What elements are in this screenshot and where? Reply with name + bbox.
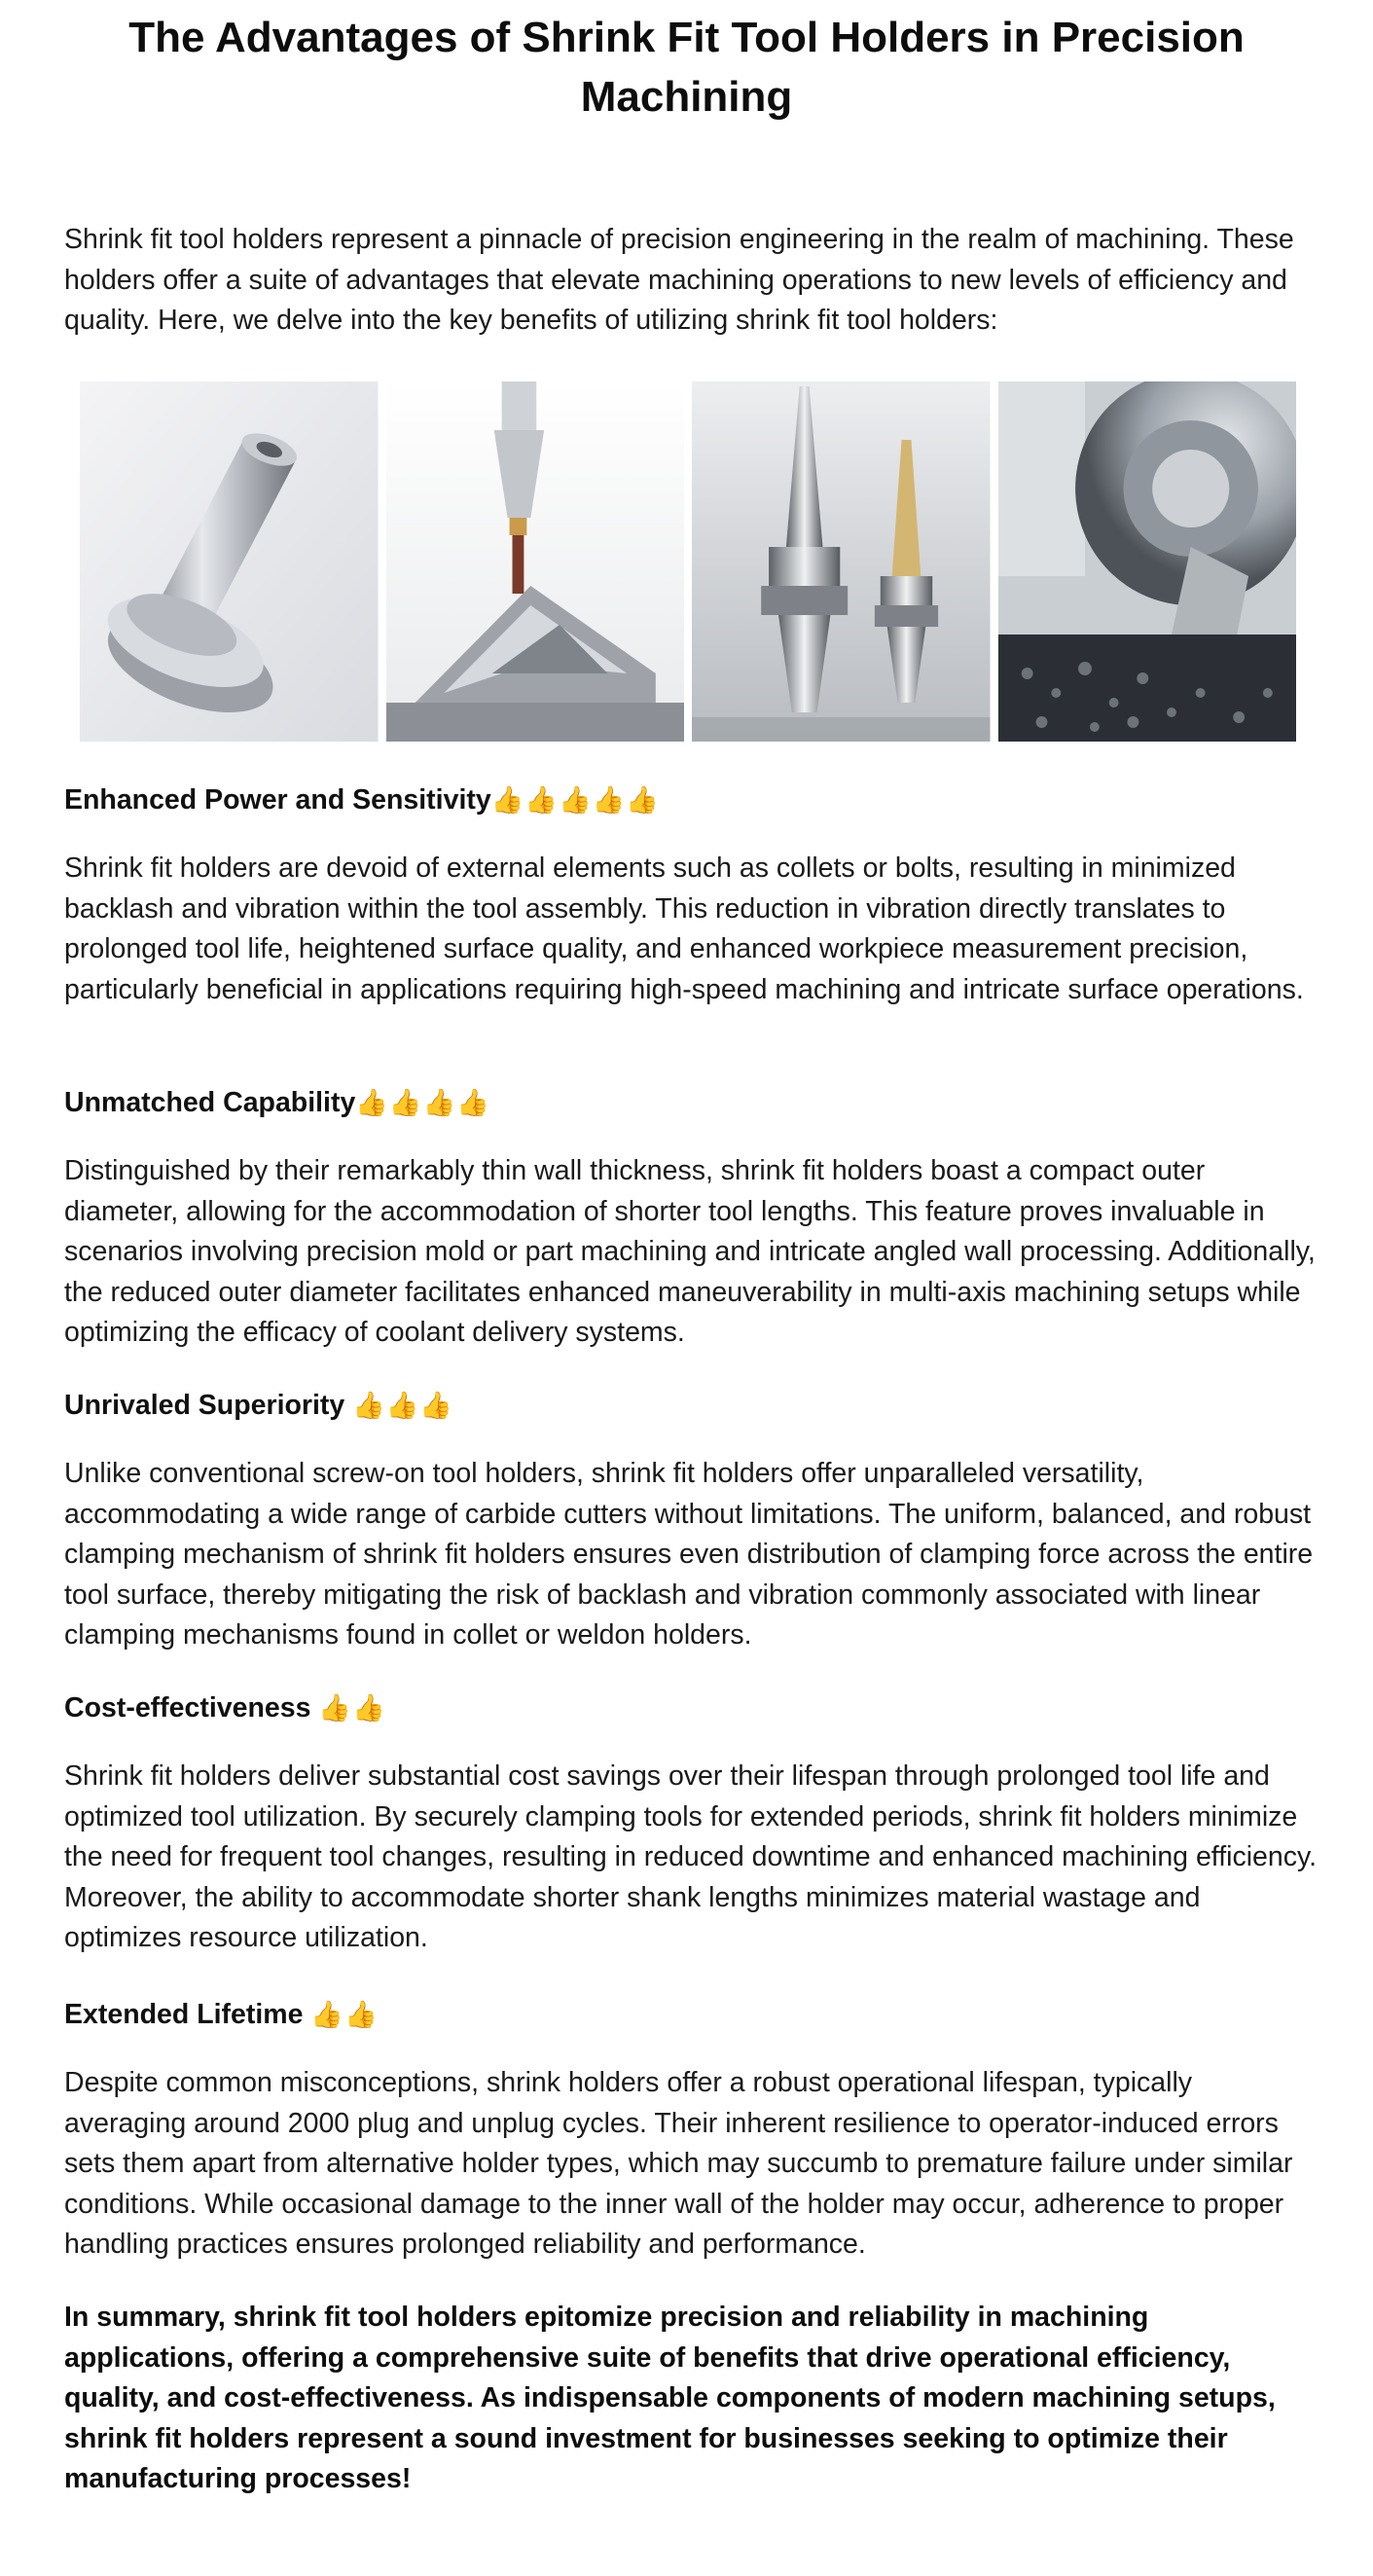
section-heading-text: Unrivaled Superiority [64,1390,353,1421]
section-heading-text: Extended Lifetime [64,1999,311,2030]
section-heading [64,1688,1319,1727]
thumbs-up-icon: 👍👍👍👍 [355,1088,490,1117]
article-title: The Advantages of Shrink Fit Tool Holders in Precision Machining [128,14,1245,121]
section-heading [64,1995,1319,2034]
intro-paragraph: Shrink fit tool holders represent a pinnacle of precision engineering in the realm of machining. These holders offer a suite of advantages that elevate machining operations to new levels of efficiency and quality. Here, we delve into the key benefits of utilizing shrink fit tool holders: [64,224,1294,336]
machining-spindle-photo [998,381,1297,742]
thumbs-up-icon: 👍👍 [318,1693,386,1723]
section-heading-text: Cost-effectiveness [64,1692,319,1723]
holder-milling-part-photo [386,381,685,742]
section-heading-text: Enhanced Power and Sensitivity [64,784,491,816]
section-body: Shrink fit holders are devoid of external elements such as collets or bolts, resulting in minimized backlash and vibration within the tool assembly. This reduction in vibration directly translates to prolonged tool life, heightened surface quality, and enhanced workpiece measurement precision, particularly beneficial in applications requiring high-speed machining and intricate surface operations. [64,853,1304,1005]
section-body: Shrink fit holders deliver substantial cost savings over their lifespan through prolonged tool life and optimized tool utilization. By securely clamping tools for extended periods, shrink fit holders minimize the need for frequent tool changes, resulting in reduced downtime and enhanced machining efficiency. Moreover, the ability to accommodate shorter shank lengths minimizes material wastage and optimizes resource utilization. [64,1760,1318,1953]
section-heading [64,780,1319,819]
summary-paragraph: In summary, shrink fit tool holders epitomize precision and reliability in machining applications, offering a comprehensive suite of benefits that drive operational efficiency, quality, and cost-effectiveness. As indispensable components of modern machining setups, shrink fit holders represent a sound investment for businesses seeking to optimize their manufacturing processes! [64,2302,1276,2494]
thumbs-up-icon: 👍👍👍 [352,1391,454,1420]
section-body: Despite common misconceptions, shrink holders offer a robust operational lifespan, typically averaging around 2000 plug and unplug cycles. Their inherent resilience to operator-induced errors sets them apart from alternative holder types, which may succumb to premature failure under similar conditions. While occasional damage to the inner wall of the holder may occur, adherence to proper handling practices ensures prolonged reliability and performance. [64,2067,1293,2260]
image-gallery [80,381,1296,742]
thumbs-up-icon: 👍👍👍👍👍 [490,785,660,815]
thumbs-up-icon: 👍👍 [310,2000,379,2029]
section-heading [64,1083,1319,1122]
section-heading-text: Unmatched Capability [64,1087,356,1118]
two-holders-photo [692,381,991,742]
section-heading [64,1386,1319,1425]
section-body: Unlike conventional screw-on tool holders, shrink fit holders offer unparalleled versatility, accommodating a wide range of carbide cutters without limitations. The uniform, balanced, and robust clamping mechanism of shrink fit holders ensures even distribution of clamping force across the entire tool surface, thereby mitigating the risk of backlash and vibration commonly associated with linear clamping mechanisms found in collet or weldon holders. [64,1458,1314,1651]
section-body: Distinguished by their remarkably thin wall thickness, shrink fit holders boast a compact outer diameter, allowing for the accommodation of shorter tool lengths. This feature proves invaluable in scenarios involving precision mold or part machining and intricate angled wall processing. Additionally, the reduced outer diameter facilitates enhanced maneuverability in multi-axis machining setups while optimizing the efficacy of coolant delivery systems. [64,1155,1316,1348]
shrink-fit-holder-photo [80,381,379,742]
